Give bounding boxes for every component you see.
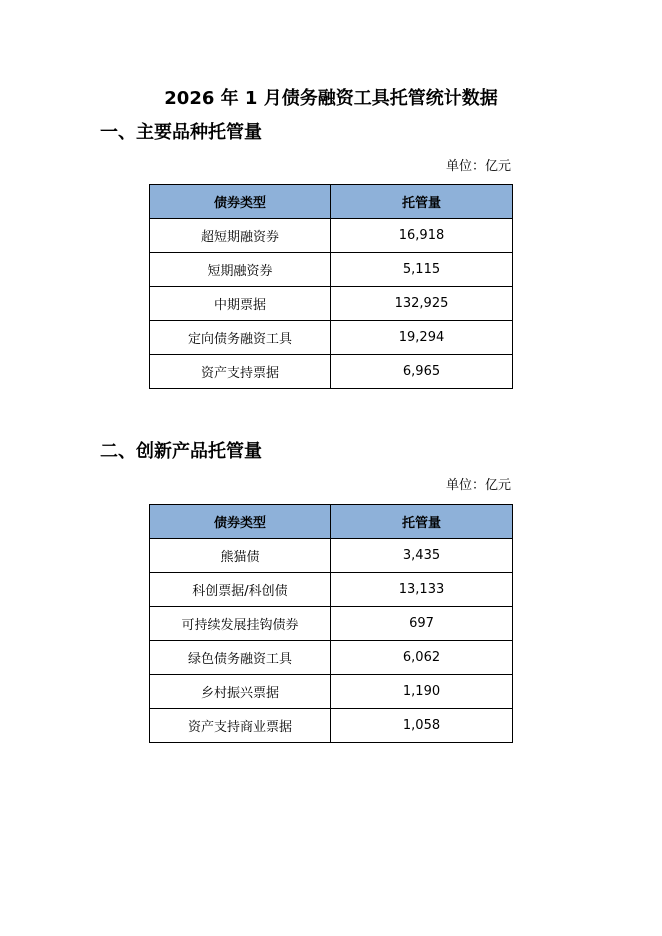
table-row <box>150 355 513 389</box>
amount-cell: 19,294 <box>331 321 513 355</box>
section-heading-innovative-products: 二、创新产品托管量 <box>100 441 262 462</box>
amount-cell: 6,062 <box>331 641 513 675</box>
amount-cell: 3,435 <box>331 539 513 573</box>
table-row <box>150 607 513 641</box>
bond-type-cell: 绿色债务融资工具 <box>150 641 331 675</box>
bond-type-cell: 中期票据 <box>150 287 331 321</box>
table-row <box>150 253 513 287</box>
bond-type-cell: 乡村振兴票据 <box>150 675 331 709</box>
main-varieties-table <box>149 184 513 389</box>
bond-type-cell: 短期融资券 <box>150 253 331 287</box>
table-row <box>150 287 513 321</box>
unit-label: 单位：亿元 <box>445 159 511 174</box>
amount-cell: 132,925 <box>331 287 513 321</box>
table-row <box>150 675 513 709</box>
column-header-bond-type: 债券类型 <box>150 505 331 539</box>
table-row <box>150 573 513 607</box>
bond-type-cell: 熊猫债 <box>150 539 331 573</box>
table-row <box>150 641 513 675</box>
column-header-bond-type: 债券类型 <box>150 185 331 219</box>
bond-type-cell: 科创票据/科创债 <box>150 573 331 607</box>
amount-cell: 1,190 <box>331 675 513 709</box>
innovative-products-table <box>149 504 513 743</box>
amount-cell: 6,965 <box>331 355 513 389</box>
table-row <box>150 219 513 253</box>
unit-label: 单位：亿元 <box>445 478 511 493</box>
table-row <box>150 321 513 355</box>
bond-type-cell: 可持续发展挂钩债券 <box>150 607 331 641</box>
column-header-amount: 托管量 <box>331 505 513 539</box>
amount-cell: 697 <box>331 607 513 641</box>
table-header-row <box>150 185 513 219</box>
table-row <box>150 709 513 743</box>
amount-cell: 1,058 <box>331 709 513 743</box>
table-row <box>150 539 513 573</box>
amount-cell: 16,918 <box>331 219 513 253</box>
column-header-amount: 托管量 <box>331 185 513 219</box>
amount-cell: 5,115 <box>331 253 513 287</box>
bond-type-cell: 定向债务融资工具 <box>150 321 331 355</box>
section-heading-main-varieties: 一、主要品种托管量 <box>100 122 262 143</box>
table-header-row <box>150 505 513 539</box>
bond-type-cell: 资产支持票据 <box>150 355 331 389</box>
bond-type-cell: 超短期融资券 <box>150 219 331 253</box>
page-title: 2026 年 1 月债务融资工具托管统计数据 <box>164 88 498 109</box>
bond-type-cell: 资产支持商业票据 <box>150 709 331 743</box>
amount-cell: 13,133 <box>331 573 513 607</box>
